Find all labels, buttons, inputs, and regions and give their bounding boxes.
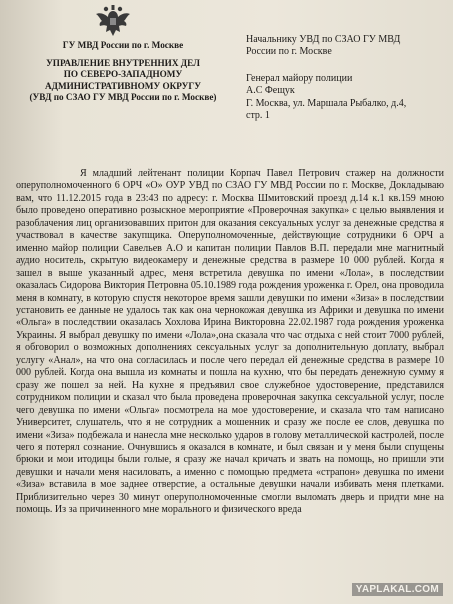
- department-name-line: ПО СЕВЕРО-ЗАПАДНОМУ: [63, 69, 183, 79]
- addressee-position: России по г. Москве: [246, 46, 332, 58]
- site-watermark: YAPLAKAL.COM: [352, 583, 443, 596]
- report-body: [16, 168, 444, 517]
- addressee-name: А.С Фещук: [246, 85, 295, 97]
- addressee-address: стр. 1: [246, 110, 270, 122]
- ministry-name: ГУ МВД России по г. Москве: [62, 40, 184, 50]
- addressee-rank: Генерал майору полиции: [246, 72, 353, 84]
- report-paragraph: Я младший лейтенант полиции Корпач Павел Петрович стажер на должности оперуполномоченного 6 ОРЧ «О» ОУР УВД по СЗАО ГУ МВД России по г. Москве, Докладываю вам, что 11.12.2015 года в 23:43 по адресу: г. Москва Шмитовский проезд д.14 к.1 кв.159 мною было проведено оперативно розыскное мероприятие «Проверочная закупка» с целью выявления и разоблачения лиц организовавших притон для оказания сексуальных услуг за денежные средства я участвовал в качестве закупщика. Оперуполномоченные, действующие сотрудники 6 ОРЧ а именно майор полиции Савельев А.О и капитан полиции Павлов В.П. передали мне магнитный аудио носитель, скрытую видеокамеру и денежные средства в размере 10 000 рублей. Когда я зашел в выше указанный адрес, меня встретила девушка по имени «Лола», в последствии оказалась Сидорова Виктория Петровна 05.10.1989 года рождения уроженка г. Орел, она проводила меня в комнату, в которую спустя некоторое время зашли девушки по имени «Зиза» в последствии установить ее данные не удалось так как она чернокожая девушка из Африки и девушка по имени «Ольга» в последствии оказалась Хохлова Ирина Викторовна 22.02.1987 года рождения уроженка Украины. Я выбрал девушку по имени «Лола»,она сказала что час отдыха с ней стоит 7000 рублей, я обговорил о возможных дополнениях сексуальных услуг за дополнительную доплату, выбрал услугу «Анал», на что она согласилась и после чего передал ей денежные средства в размере 10 000 рублей. Когда она вышла из комнаты и пошла на кухню, что бы передать денежную сумму я сразу же пошел за ней. На кухне я предъявил свое служебное удостоверение, представился сотрудником полиции и сказал что была проведена проверочная закупка сексуальной услуг, после чего девушка по имени «Ольга» посмотрела на мое удостоверение, и сказала что там написано Университет, слушатель, что я не сотрудник а мошенник и сразу же после ее слов, девушка по имени «Зиза» подбежала и нанесла мне несколько ударов в голову металлической кастролей, после чего я потерял сознание. Очнувшись я оказался в комнате, и был связан и у меня были спущены брюки и мои итодицы были голые, я сразу же начал кричать и звать на помощь, но пришли эти девушки и начали меня насиловать, а именно с помощью предмета «страпон» девушка по имени «Зиза» вставила в мое заднее отверстие, а остальные девушки начали избивать меня плетками. Приблизительно через 30 минут оперуполномоченные смогли выломать дверь и придти мне на помощь. Из за причиненного мне морального и физического вреда: [16, 168, 444, 516]
- department-abbreviation: (УВД по СЗАО ГУ МВД России по г. Москве): [29, 92, 217, 102]
- department-name-line: АДМИНИСТРАТИВНОМУ ОКРУГУ: [44, 80, 202, 91]
- addressee-block: [246, 34, 451, 122]
- issuing-department-block: [18, 40, 228, 104]
- double-headed-eagle-emblem-icon: [93, 2, 133, 42]
- department-name-line: УПРАВЛЕНИЕ ВНУТРЕННИХ ДЕЛ: [46, 57, 200, 68]
- addressee-position: Начальнику УВД по СЗАО ГУ МВД: [246, 34, 401, 45]
- addressee-address: Г. Москва, ул. Маршала Рыбалко, д.4,: [246, 97, 407, 109]
